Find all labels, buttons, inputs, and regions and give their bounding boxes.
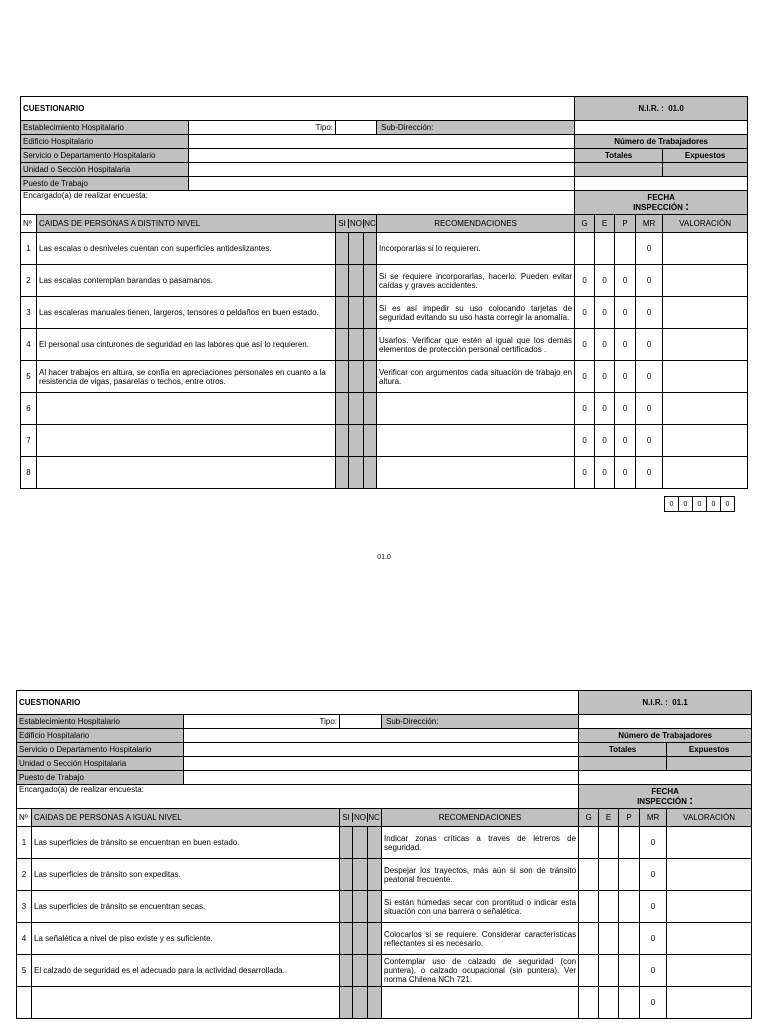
unidad-field[interactable] — [189, 163, 575, 177]
g-value: 0 — [575, 297, 595, 329]
g-header: G — [579, 809, 599, 827]
valoracion-value — [663, 457, 748, 489]
no-checkbox[interactable] — [352, 827, 367, 858]
row-number: 4 — [21, 329, 37, 361]
answer-cells[interactable] — [336, 425, 377, 457]
e-value: 0 — [595, 265, 615, 297]
question-text: El personal usa cinturones de seguridad en las labores que así lo requieren. — [37, 329, 336, 361]
table-row — [21, 265, 748, 297]
servicio-field[interactable] — [189, 149, 575, 163]
p-value — [619, 891, 640, 923]
totales-header: Totales — [575, 149, 663, 163]
table-row — [17, 891, 752, 923]
g-value — [579, 987, 599, 1019]
recommendation-text: Indicar zonas críticas a traves de letreros de seguridad. — [382, 827, 579, 859]
mr-value: 0 — [640, 987, 667, 1019]
expuestos-field[interactable] — [667, 757, 752, 771]
si-checkbox[interactable] — [340, 923, 352, 954]
subdireccion-field[interactable] — [575, 121, 748, 135]
puesto-field[interactable] — [184, 771, 579, 785]
p-value: 0 — [615, 329, 636, 361]
encargado-label: Encargado(a) de realizar encuesta: — [17, 785, 579, 809]
answer-cells[interactable] — [336, 329, 377, 361]
tipo-label: Tipo: — [315, 123, 333, 132]
recommendation-text: Si están húmedas secar con prontitud o indicar esta situación con una barrera o señalética. — [382, 891, 579, 923]
no-checkbox[interactable] — [348, 265, 363, 296]
recomendaciones-header: RECOMENDACIONES — [382, 809, 579, 827]
g-value — [579, 827, 599, 859]
totals-row — [664, 496, 735, 512]
question-text: Al hacer trabajos en altura, se confía en apreciaciones personales en cuanto a la resistencia de vigas, pasarelas o techos, entre otros. — [37, 361, 336, 393]
si-checkbox[interactable] — [336, 393, 348, 424]
recommendation-text: Si se requiere incorporarlas, hacerlo. Pueden evitar caídas y graves accidentes. — [377, 265, 575, 297]
e-value — [599, 859, 619, 891]
nc-checkbox[interactable] — [363, 265, 376, 296]
nir-value: 01.1 — [672, 698, 688, 707]
row-number: 1 — [17, 827, 32, 859]
section-header: CAIDAS DE PERSONAS A DISTINTO NIVEL — [37, 215, 336, 233]
expuestos-field[interactable] — [663, 163, 748, 177]
row-number: 3 — [17, 891, 32, 923]
nc-checkbox[interactable] — [363, 425, 376, 456]
questionnaire-form-1 — [20, 96, 748, 489]
total-cell: 0 — [679, 497, 693, 512]
p-value: 0 — [615, 297, 636, 329]
recommendation-text — [382, 987, 579, 1019]
edificio-field[interactable] — [184, 729, 579, 743]
row-number: 7 — [21, 425, 37, 457]
g-value: 0 — [575, 329, 595, 361]
g-value — [579, 923, 599, 955]
table-row — [21, 329, 748, 361]
total-cell: 0 — [693, 497, 707, 512]
g-value: 0 — [575, 393, 595, 425]
p-header: P — [615, 215, 636, 233]
nir-label: N.I.R. : — [642, 698, 668, 707]
mr-value: 0 — [636, 265, 663, 297]
no-checkbox[interactable] — [348, 297, 363, 328]
mr-value: 0 — [640, 955, 667, 987]
question-text: El calzado de seguridad es el adecuado para la actividad desarrollada.. — [32, 955, 340, 987]
nc-checkbox[interactable] — [367, 987, 381, 1018]
table-row — [17, 955, 752, 987]
unidad-field[interactable] — [184, 757, 579, 771]
table-row — [17, 987, 752, 1019]
nir-cell — [575, 97, 748, 121]
totales-header: Totales — [579, 743, 667, 757]
g-value — [579, 955, 599, 987]
mr-value: 0 — [640, 891, 667, 923]
e-header: E — [599, 809, 619, 827]
row-number: 2 — [17, 859, 32, 891]
p-value: 0 — [615, 457, 636, 489]
recommendation-text — [377, 457, 575, 489]
question-text: Las superficies de tránsito se encuentran secas. — [32, 891, 340, 923]
nc-checkbox[interactable] — [367, 827, 381, 858]
mr-value: 0 — [640, 827, 667, 859]
nc-checkbox[interactable] — [363, 393, 376, 424]
nc-checkbox[interactable] — [363, 297, 376, 328]
e-value: 0 — [595, 393, 615, 425]
table-row — [17, 859, 752, 891]
expuestos-header: Expuestos — [667, 743, 752, 757]
answer-cells[interactable] — [340, 955, 382, 987]
answer-cells[interactable] — [336, 297, 377, 329]
p-value — [615, 233, 636, 265]
no-checkbox[interactable] — [348, 393, 363, 424]
question-text: Las escalas o desniveles cuentan con superficies antideslizantes. — [37, 233, 336, 265]
fecha-inspeccion-header: FECHA INSPECCIÓN : — [579, 785, 752, 809]
si-checkbox[interactable] — [336, 265, 348, 296]
row-number: 4 — [17, 923, 32, 955]
answer-cells[interactable] — [340, 859, 382, 891]
recommendation-text: Despejar los trayectos, más aún si son de tránsito peatonal frecuente. — [382, 859, 579, 891]
si-no-nc-header: SI NO NC — [336, 215, 377, 233]
table-row — [21, 457, 748, 489]
totales-field[interactable] — [579, 757, 667, 771]
nc-checkbox[interactable] — [363, 457, 376, 488]
form-title: CUESTIONARIO — [17, 691, 579, 715]
e-value — [599, 923, 619, 955]
question-text: Las superficies de tránsito son expeditas. — [32, 859, 340, 891]
row-number: 3 — [21, 297, 37, 329]
mr-header: MR — [640, 809, 667, 827]
mr-value: 0 — [640, 859, 667, 891]
answer-cells[interactable] — [336, 361, 377, 393]
p-value — [619, 859, 640, 891]
e-value — [599, 891, 619, 923]
edificio-label: Edificio Hospitalario — [21, 135, 189, 149]
recommendation-text: Colocarlos si se requiere. Considerar características reflectantes si es necesario. — [382, 923, 579, 955]
establecimiento-field[interactable] — [184, 715, 340, 729]
recommendation-text: Si es así impedir su uso colocando tarjetas de seguridad evitando su uso hasta corregir la anomalía. — [377, 297, 575, 329]
g-value: 0 — [575, 425, 595, 457]
e-value: 0 — [595, 361, 615, 393]
question-text: La señalética a nivel de piso existe y es suficiente. — [32, 923, 340, 955]
si-checkbox[interactable] — [336, 233, 348, 264]
valoracion-value — [667, 891, 752, 923]
e-value — [599, 987, 619, 1019]
nir-cell — [579, 691, 752, 715]
total-cell: 0 — [721, 497, 735, 512]
nc-checkbox[interactable] — [367, 923, 381, 954]
puesto-label: Puesto de Trabajo — [17, 771, 184, 785]
puesto-label: Puesto de Trabajo — [21, 177, 189, 191]
answer-cells[interactable] — [340, 923, 382, 955]
edificio-field[interactable] — [189, 135, 575, 149]
servicio-field[interactable] — [184, 743, 579, 757]
mr-value: 0 — [636, 425, 663, 457]
valoracion-value — [663, 297, 748, 329]
fecha-inspeccion-header: FECHA INSPECCIÓN : — [575, 191, 748, 215]
table-row — [21, 297, 748, 329]
valoracion-value — [667, 955, 752, 987]
tipo-field[interactable] — [340, 715, 382, 729]
si-checkbox[interactable] — [340, 987, 352, 1018]
question-text — [32, 987, 340, 1019]
p-value: 0 — [615, 425, 636, 457]
subdireccion-label: Sub-Dirección: — [382, 715, 579, 729]
recommendation-text — [377, 425, 575, 457]
row-number: 5 — [17, 955, 32, 987]
e-value: 0 — [595, 297, 615, 329]
recomendaciones-header: RECOMENDACIONES — [377, 215, 575, 233]
si-checkbox[interactable] — [336, 457, 348, 488]
row-number: 6 — [21, 393, 37, 425]
establecimiento-label: Establecimiento Hospitalario — [17, 715, 184, 729]
question-text — [37, 457, 336, 489]
p-value — [619, 827, 640, 859]
si-no-nc-header: SI NO NC — [340, 809, 382, 827]
tipo-field[interactable] — [336, 121, 377, 135]
e-value — [595, 233, 615, 265]
nc-checkbox[interactable] — [363, 329, 376, 360]
nc-checkbox[interactable] — [363, 233, 376, 264]
answer-cells[interactable] — [340, 827, 382, 859]
valoracion-value — [663, 329, 748, 361]
mr-value: 0 — [640, 923, 667, 955]
puesto-side-field — [579, 771, 752, 785]
total-cell: 0 — [707, 497, 721, 512]
p-value — [619, 923, 640, 955]
e-value: 0 — [595, 457, 615, 489]
g-value — [575, 233, 595, 265]
recommendation-text: Usarlos. Verificar que estén al igual que los demás elementos de protección personal certificados . — [377, 329, 575, 361]
col-n-header: Nº — [17, 809, 32, 827]
nc-checkbox[interactable] — [367, 955, 381, 986]
p-value — [619, 987, 640, 1019]
nc-checkbox[interactable] — [363, 361, 376, 392]
g-value: 0 — [575, 265, 595, 297]
mr-value: 0 — [636, 297, 663, 329]
answer-cells[interactable] — [336, 457, 377, 489]
expuestos-header: Expuestos — [663, 149, 748, 163]
si-checkbox[interactable] — [336, 329, 348, 360]
answer-cells[interactable] — [336, 265, 377, 297]
si-checkbox[interactable] — [336, 425, 348, 456]
g-value: 0 — [575, 457, 595, 489]
si-checkbox[interactable] — [340, 827, 352, 858]
table-row — [21, 393, 748, 425]
row-number — [17, 987, 32, 1019]
recommendation-text: Incorporarlas si lo requieren. — [377, 233, 575, 265]
numero-trabajadores-header: Número de Trabajadores — [579, 729, 752, 743]
e-header: E — [595, 215, 615, 233]
valoracion-value — [663, 393, 748, 425]
g-header: G — [575, 215, 595, 233]
g-value: 0 — [575, 361, 595, 393]
si-checkbox[interactable] — [336, 297, 348, 328]
valoracion-value — [663, 361, 748, 393]
page-number: 01.0 — [377, 554, 391, 561]
valoracion-value — [663, 265, 748, 297]
encargado-label: Encargado(a) de realizar encuesta: — [21, 191, 575, 215]
valoracion-value — [667, 827, 752, 859]
p-header: P — [619, 809, 640, 827]
e-value: 0 — [595, 425, 615, 457]
g-value — [579, 891, 599, 923]
question-text: Las escalas contemplan barandas o pasamanos. — [37, 265, 336, 297]
p-value: 0 — [615, 361, 636, 393]
totales-field[interactable] — [575, 163, 663, 177]
valoracion-value — [667, 859, 752, 891]
p-value — [619, 955, 640, 987]
section-header: CAIDAS DE PERSONAS A IGUAL NIVEL — [32, 809, 340, 827]
no-checkbox[interactable] — [352, 955, 367, 986]
subdireccion-label: Sub-Dirección: — [377, 121, 575, 135]
questionnaire-form-2 — [16, 690, 752, 1019]
nc-checkbox[interactable] — [367, 859, 381, 890]
valoracion-value — [663, 233, 748, 265]
numero-trabajadores-header: Número de Trabajadores — [575, 135, 748, 149]
si-checkbox[interactable] — [336, 361, 348, 392]
mr-value: 0 — [636, 393, 663, 425]
no-checkbox[interactable] — [348, 457, 363, 488]
no-checkbox[interactable] — [348, 233, 363, 264]
e-value: 0 — [595, 329, 615, 361]
si-checkbox[interactable] — [340, 955, 352, 986]
no-checkbox[interactable] — [352, 923, 367, 954]
mr-value: 0 — [636, 361, 663, 393]
mr-header: MR — [636, 215, 663, 233]
no-checkbox[interactable] — [348, 425, 363, 456]
question-text: Las superficies de tránsito se encuentran en buen estado. — [32, 827, 340, 859]
table-row — [17, 923, 752, 955]
subdireccion-field[interactable] — [579, 715, 752, 729]
p-value: 0 — [615, 393, 636, 425]
total-cell: 0 — [665, 497, 679, 512]
servicio-label: Servicio o Departamento Hospitalario — [17, 743, 184, 757]
edificio-label: Edificio Hospitalario — [17, 729, 184, 743]
question-text — [37, 393, 336, 425]
e-value — [599, 955, 619, 987]
recommendation-text: Contemplar uso de calzado de seguridad (con puntera), o calzado ocupacional (sin puntera). Ver norma Chilena NCh 721. — [382, 955, 579, 987]
answer-cells[interactable] — [336, 233, 377, 265]
answer-cells[interactable] — [340, 987, 382, 1019]
row-number: 2 — [21, 265, 37, 297]
unidad-label: Unidad o Sección Hospitalaria — [17, 757, 184, 771]
no-checkbox[interactable] — [348, 361, 363, 392]
table-row — [17, 827, 752, 859]
form-title: CUESTIONARIO — [21, 97, 575, 121]
si-checkbox[interactable] — [340, 891, 352, 922]
table-row — [21, 425, 748, 457]
nc-checkbox[interactable] — [367, 891, 381, 922]
recommendation-text: Verificar con argumentos cada situación de trabajo en altura. — [377, 361, 575, 393]
nir-value: 01.0 — [668, 104, 684, 113]
nir-label: N.I.R. : — [638, 104, 664, 113]
puesto-field[interactable] — [189, 177, 575, 191]
si-checkbox[interactable] — [340, 859, 352, 890]
question-text — [37, 425, 336, 457]
row-number: 8 — [21, 457, 37, 489]
tipo-label: Tipo: — [319, 717, 337, 726]
recommendation-text — [377, 393, 575, 425]
mr-value: 0 — [636, 233, 663, 265]
answer-cells[interactable] — [340, 891, 382, 923]
row-number: 5 — [21, 361, 37, 393]
g-value — [579, 859, 599, 891]
table-row — [21, 233, 748, 265]
valoracion-value — [667, 923, 752, 955]
p-value: 0 — [615, 265, 636, 297]
no-checkbox[interactable] — [352, 891, 367, 922]
no-checkbox[interactable] — [352, 987, 367, 1018]
no-checkbox[interactable] — [352, 859, 367, 890]
mr-value: 0 — [636, 329, 663, 361]
valoracion-value — [667, 987, 752, 1019]
answer-cells[interactable] — [336, 393, 377, 425]
no-checkbox[interactable] — [348, 329, 363, 360]
valoracion-header: VALORACIÓN — [663, 215, 748, 233]
establecimiento-label: Establecimiento Hospitalario — [21, 121, 189, 135]
col-n-header: Nº — [21, 215, 37, 233]
row-number: 1 — [21, 233, 37, 265]
valoracion-header: VALORACIÓN — [667, 809, 752, 827]
table-row — [21, 361, 748, 393]
question-text: Las escaleras manuales tienen, largeros, tensores o peldaños en buen estado. — [37, 297, 336, 329]
e-value — [599, 827, 619, 859]
unidad-label: Unidad o Sección Hospitalaria — [21, 163, 189, 177]
mr-value: 0 — [636, 457, 663, 489]
establecimiento-field[interactable] — [189, 121, 336, 135]
servicio-label: Servicio o Departamento Hospitalario — [21, 149, 189, 163]
puesto-side-field — [575, 177, 748, 191]
valoracion-value — [663, 425, 748, 457]
